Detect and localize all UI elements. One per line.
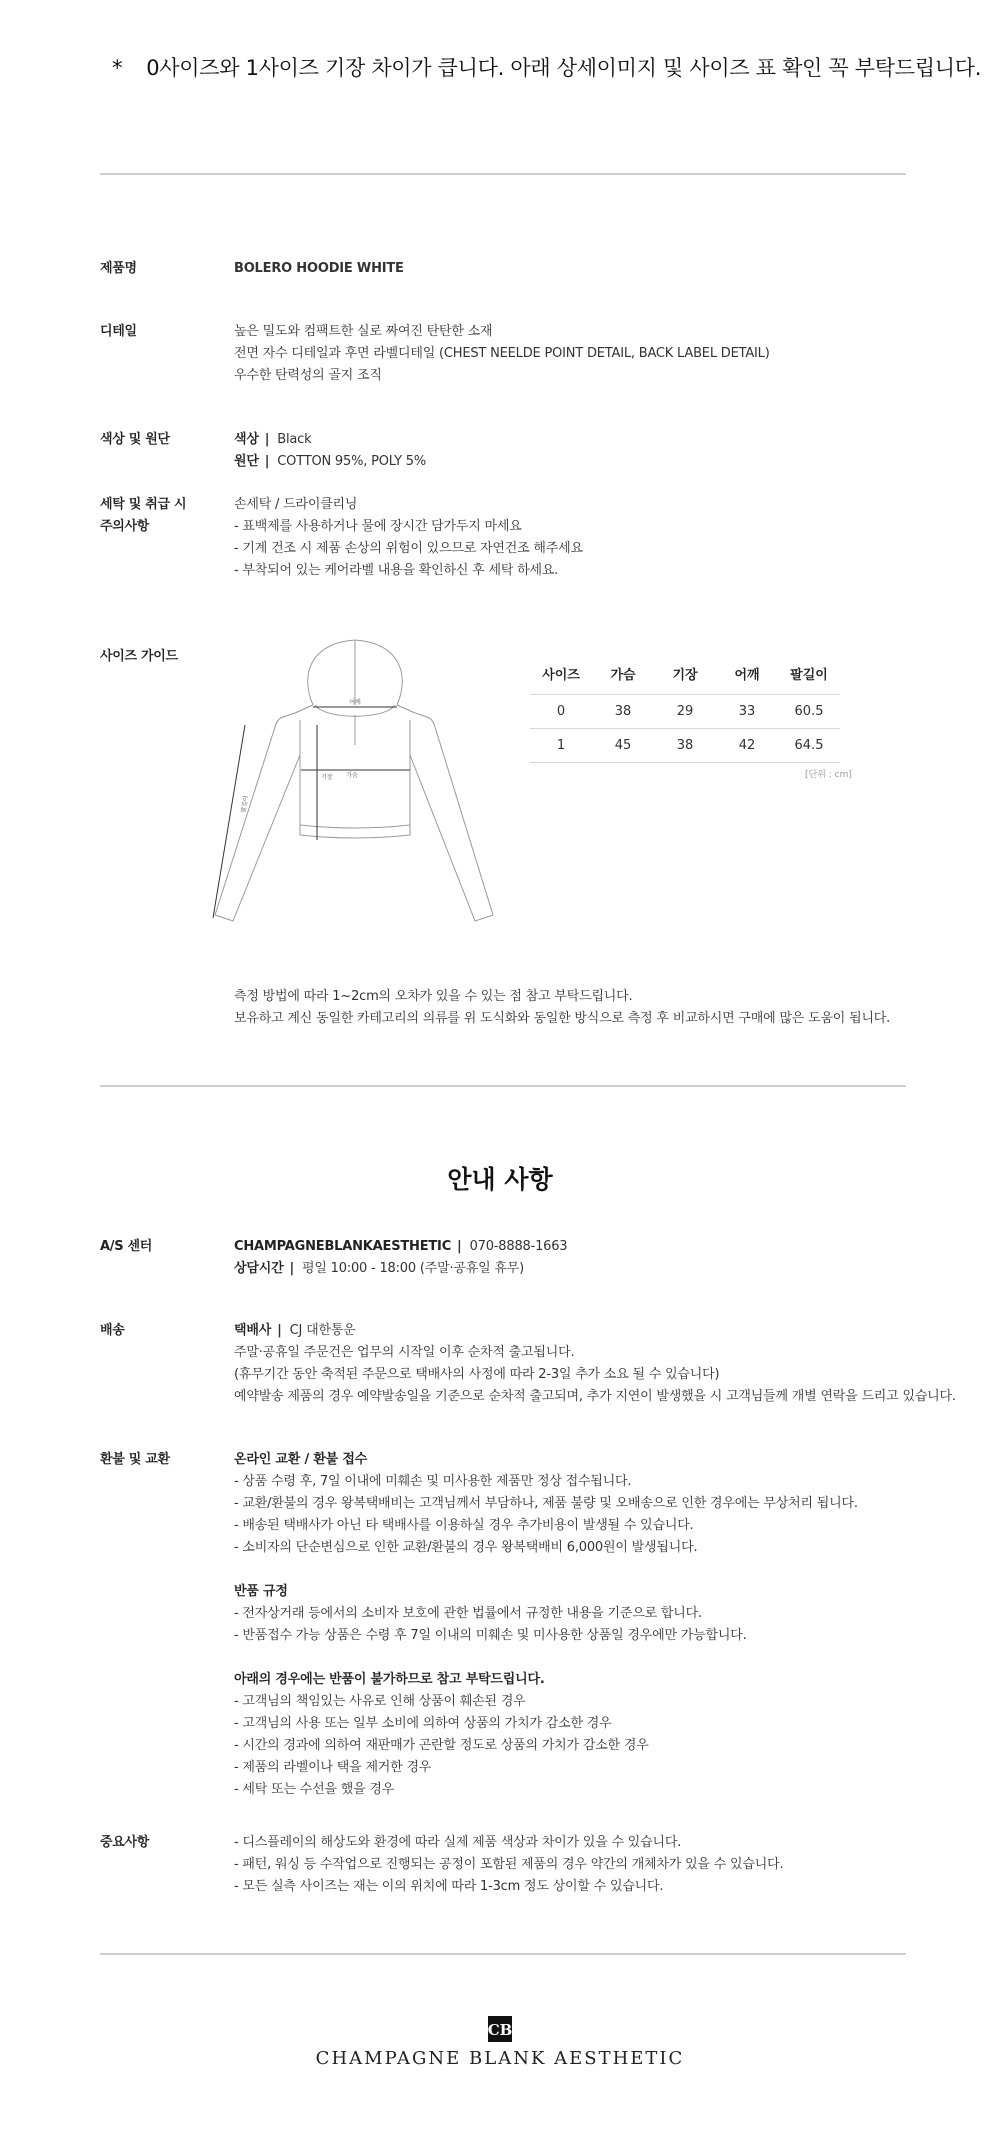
important-label: 중요사항 bbox=[100, 1835, 150, 1850]
size-notes: 측정 방법에 따라 1~2cm의 오차가 있을 수 있는 점 참고 부탁드립니다. 보유하고 계신 동일한 카테고리의 의류를 위 도식화와 동일한 방식으로 측정 후 비교하시면 구매에 많은 도움이 됩니다. bbox=[234, 989, 891, 1026]
table-row: 1 45 38 42 64.5 bbox=[530, 728, 840, 762]
info-title: 안내 사항 bbox=[447, 1165, 553, 1194]
brand-logo-text: CHAMPAGNE BLANK AESTHETIC bbox=[315, 2048, 685, 2069]
as-center-values: CHAMPAGNEBLANKAESTHETIC | 070-8888-1663 상담시간 | 평일 10:00 - 18:00 (주말·공휴일 휴무) bbox=[234, 1239, 568, 1276]
refund-values: 온라인 교환 / 환불 접수 - 상품 수령 후, 7일 이내에 미훼손 및 미사용한 제품만 정상 접수됩니다. - 교환/환불의 경우 왕복택배비는 고객님께서 부담하나, 제품 불량 및 오배송으로 인한 경우에는 무상처리 됩니다. - 배송된 택배사가 아닌 타 택배사를 이용하실 경우 추가비용이 발생될 수 있습니다. - 소비자의 단순변심으로 인한 교환/환불의 경우 왕복택배비 6,000원이 발생됩니다. 반품 규정 - 전자상거래 등에서의 소비자 보호에 관한 법률에서 규정한 내용을 기준으로 합니다. - 반품접수 가능 상품은 수령 후 7일 이내의 미훼손 및 미사용한 상품일 경우에만 가능합니다. 아래의 경우에는 반품이 불가하므로 참고 부탁드립니다. - 고객님의 책임있는 사유로 인해 상품이 훼손된 경우 - 고객님의 사용 또는 일부 소비에 의하여 상품의 가치가 감소한 경우 - 시간의 경과에 의하여 재판매가 곤란할 정도로 상품의 가치가 감소한 경우 - 제품의 라벨이나 택을 제거한 경우 - 세탁 또는 수선을 했을 경우 bbox=[234, 1452, 858, 1797]
as-center-label: A/S 센터 bbox=[100, 1239, 153, 1254]
detail-lines: 높은 밀도와 컴팩트한 실로 짜여진 탄탄한 소재 전면 자수 디테일과 후면 라벨디테일 (CHEST NEELDE POINT DETAIL, BACK LABEL DETAIL) 우수한 탄력성의 골지 조직 bbox=[234, 324, 770, 383]
product-name-label: 제품명 bbox=[100, 261, 137, 276]
important-values: - 디스플레이의 해상도와 환경에 따라 실제 제품 색상과 차이가 있을 수 있습니다. - 패턴, 워싱 등 수작업으로 진행되는 공정이 포함된 제품의 경우 약간의 개체차가 있을 수 있습니다. - 모든 실측 사이즈는 재는 이의 위치에 따라 1-3cm 정도 상이할 수 있습니다. bbox=[234, 1835, 784, 1894]
color-fabric-label: 색상 및 원단 bbox=[100, 432, 170, 447]
svg-text:CB: CB bbox=[487, 2021, 513, 2039]
color-fabric-values: 색상 | Black 원단 | COTTON 95%, POLY 5% bbox=[234, 432, 426, 469]
shipping-label: 배송 bbox=[100, 1323, 125, 1338]
size-guide-label: 사이즈 가이드 bbox=[100, 649, 178, 664]
size-table bbox=[530, 654, 840, 763]
diagram-label-chest: 가슴 bbox=[346, 772, 358, 779]
care-label: 세탁 및 취급 시 주의사항 bbox=[100, 497, 187, 534]
refund-label: 환불 및 교환 bbox=[100, 1452, 170, 1467]
detail-label: 디테일 bbox=[100, 324, 137, 339]
product-name-value: BOLERO HOODIE WHITE bbox=[234, 261, 404, 276]
phone-number: 070-8888-1663 bbox=[469, 1239, 568, 1254]
care-lines: 손세탁 / 드라이클리닝 - 표백제를 사용하거나 물에 장시간 담가두지 마세요 - 기계 건조 시 제품 손상의 위험이 있으므로 자연건조 해주세요 - 부착되어 있는 케어라벨 내용을 확인하신 후 세탁 하세요. bbox=[234, 497, 583, 578]
divider bbox=[100, 1085, 906, 1087]
diagram-label-length: 기장 bbox=[321, 774, 333, 781]
diagram-label-sleeve: 팔길이 bbox=[240, 795, 250, 814]
notice-text: * 0사이즈와 1사이즈 기장 차이가 큽니다. 아래 상세이미지 및 사이즈 표 확인 꼭 부탁드립니다. bbox=[112, 56, 982, 80]
hoodie-diagram bbox=[205, 635, 505, 950]
divider bbox=[100, 173, 906, 175]
diagram-label-shoulder: 어깨 bbox=[349, 699, 361, 706]
size-unit: [단위 : cm] bbox=[805, 770, 852, 780]
divider bbox=[100, 1953, 906, 1955]
brand-monogram bbox=[487, 2015, 513, 2043]
table-row: 0 38 29 33 60.5 bbox=[530, 694, 840, 728]
shipping-values: 택배사 | CJ 대한통운 주말·공휴일 주문건은 업무의 시작일 이후 순차적 출고됩니다. (휴무기간 동안 축적된 주문으로 택배사의 사정에 따라 2-3일 추가 소요 될 수 있습니다) 예약발송 제품의 경우 예약발송일을 기준으로 순차적 출고되며, 추가 지연이 발생했을 시 고객님들께 개별 연락을 드리고 있습니다. bbox=[234, 1323, 956, 1404]
size-table-header: 사이즈 가슴 기장 어깨 팔길이 bbox=[530, 654, 840, 694]
